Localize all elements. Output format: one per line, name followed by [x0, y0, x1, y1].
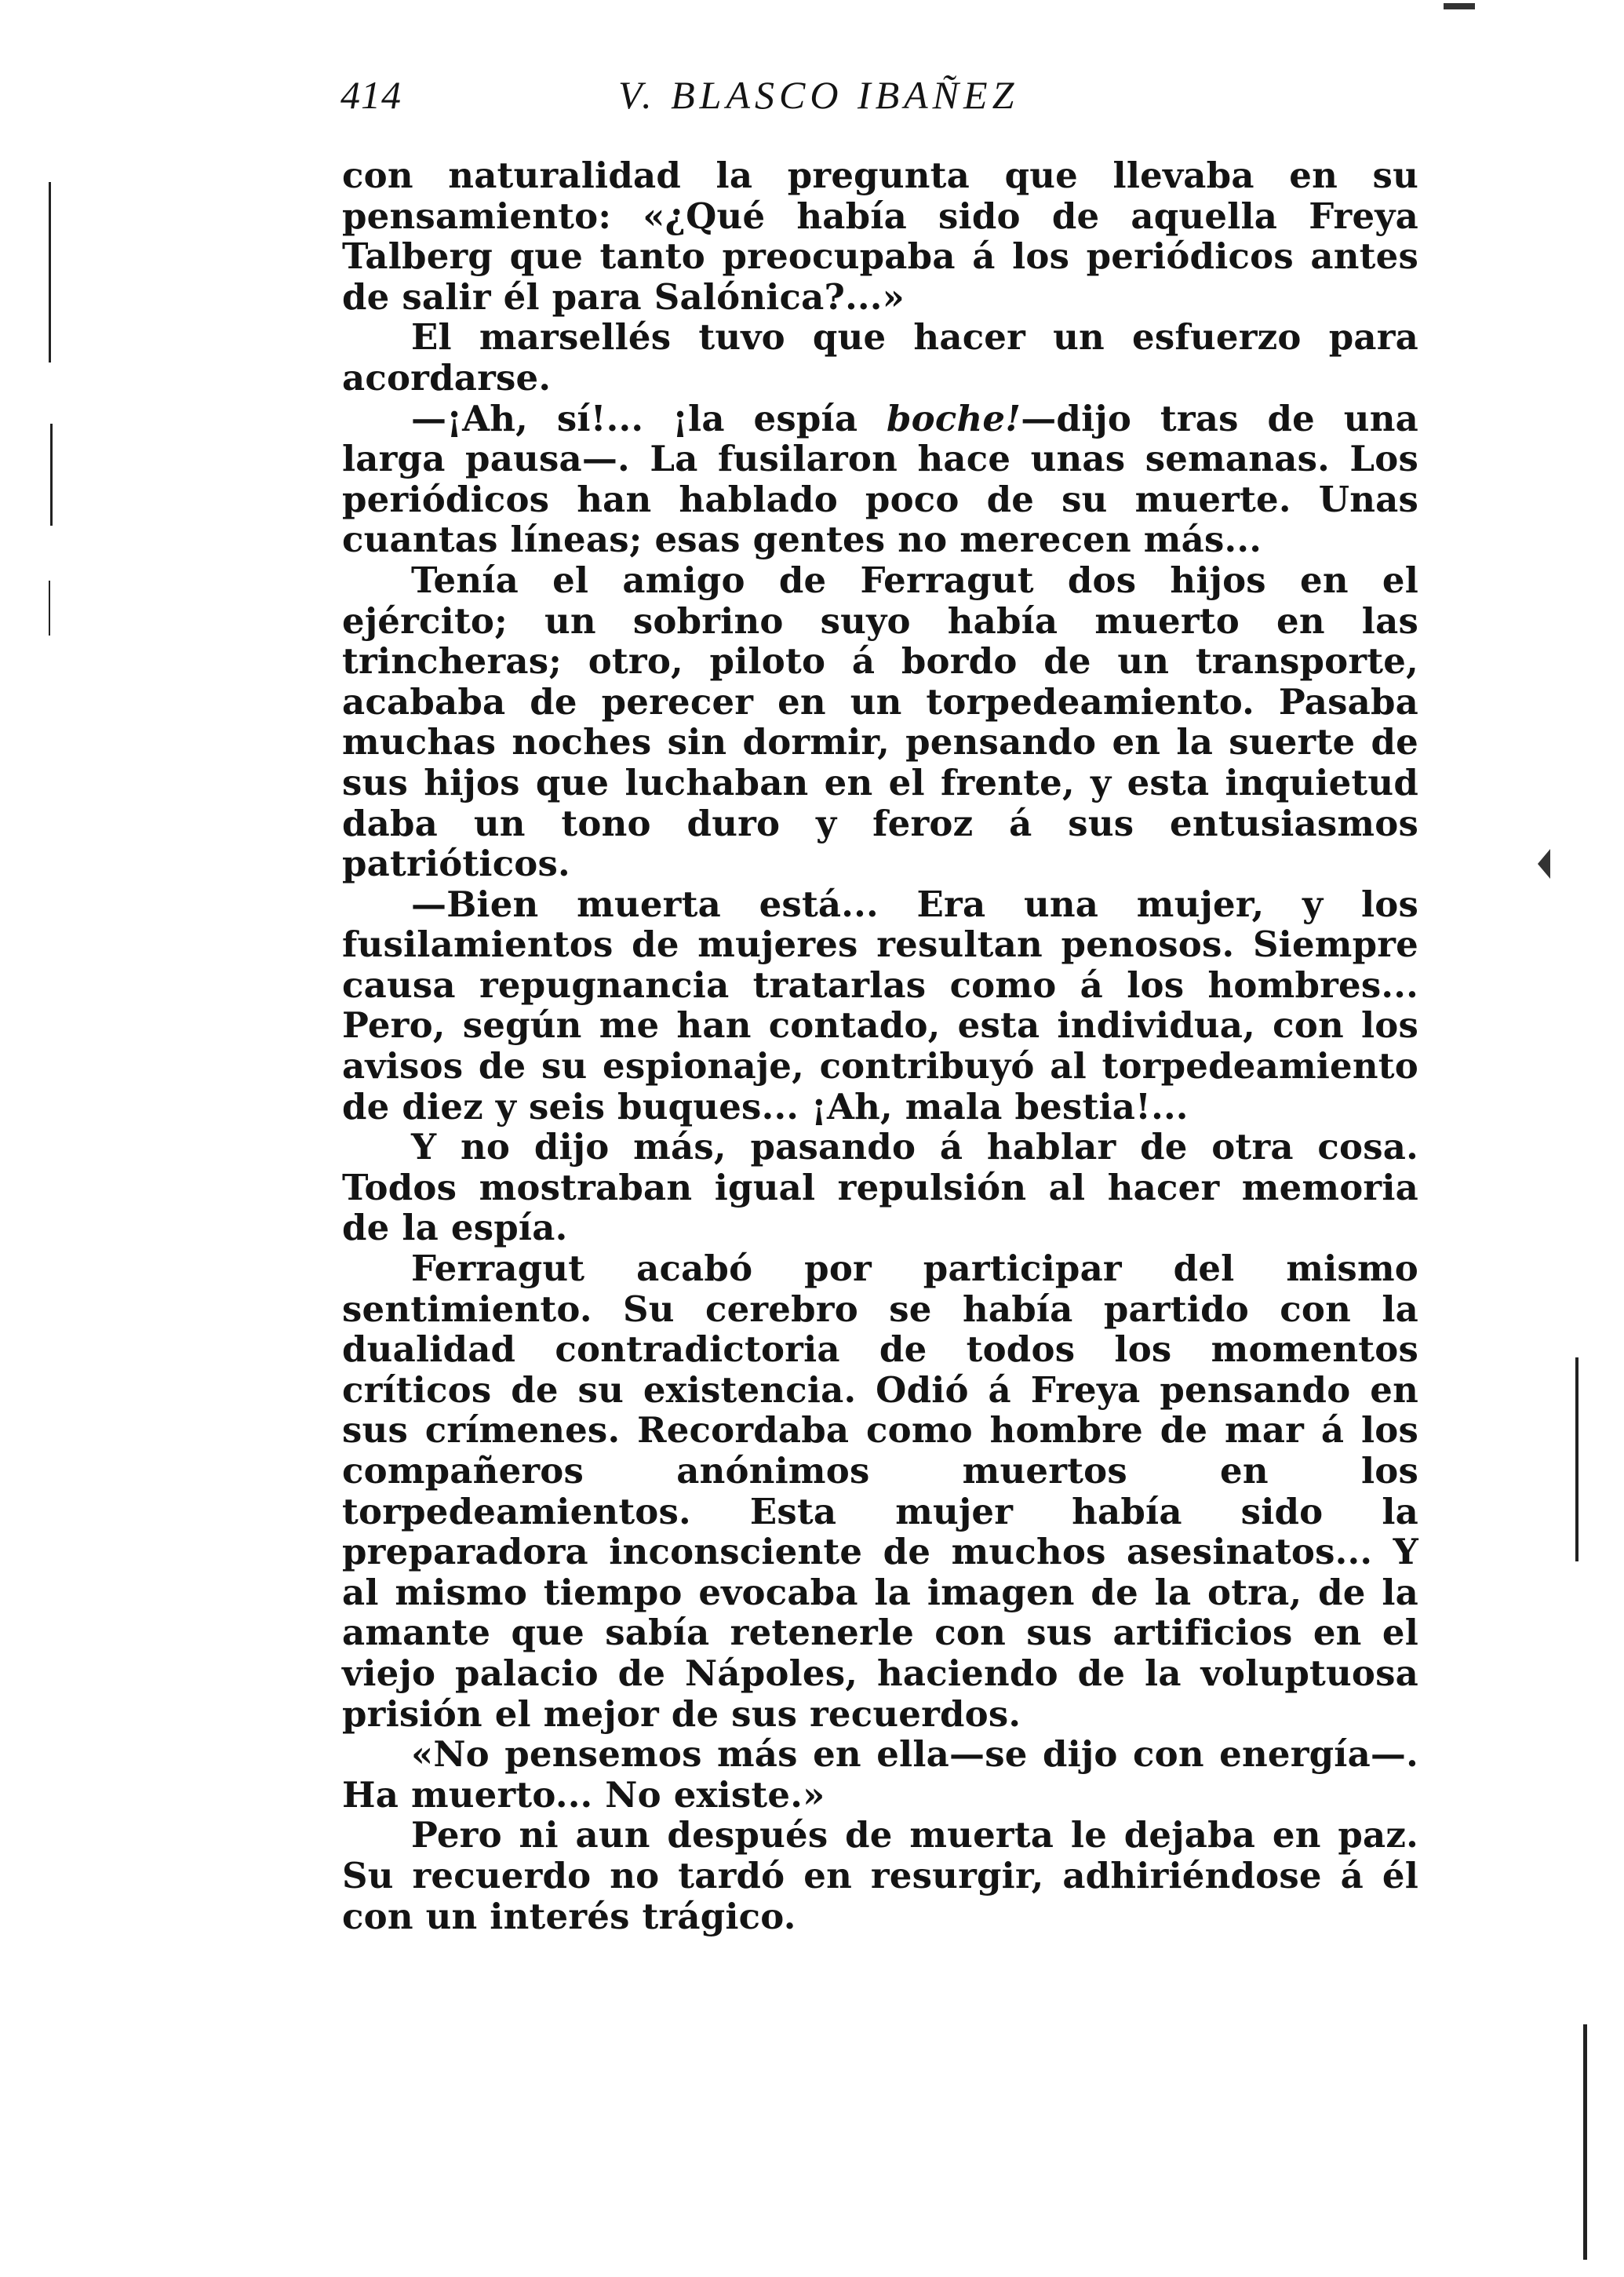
- running-head: V. BLASCO IBAÑEZ: [618, 73, 1019, 117]
- body-text: [342, 155, 1418, 1936]
- italic-word: boche!: [887, 397, 1021, 439]
- paragraph: «No pensemos más en ella—se dijo con energía—. Ha muerto... No existe.»: [342, 1733, 1418, 1816]
- left-margin-mark: [49, 581, 50, 636]
- paragraph: Pero ni aun después de muerta le dejaba en paz. Su recuerdo no tardó en resurgir, adhiriéndose á él con un interés trágico.: [342, 1814, 1418, 1937]
- paragraph: con naturalidad la pregunta que llevaba en su pensamiento: «¿Qué había sido de aquella Freya Talberg que tanto preocupaba á los periódicos antes de salir él para Salónica?...»: [342, 155, 1418, 318]
- right-margin-mark: [1583, 2024, 1587, 2260]
- paragraph: El marsellés tuvo que hacer un esfuerzo para acordarse.: [342, 316, 1418, 399]
- page-header: [340, 72, 1439, 135]
- paragraph: —Bien muerta está... Era una mujer, y los fusilamientos de mujeres resultan penosos. Siempre causa repugnancia tratarlas como á los hombres... Pero, según me han contado, esta individua, con los avisos de su espionaje, contribuyó al torpedeamiento de diez y seis buques... ¡Ah, mala bestia!...: [342, 883, 1418, 1128]
- paragraph: Y no dijo más, pasando á hablar de otra cosa. Todos mostraban igual repulsión al hacer memoria de la espía.: [342, 1126, 1418, 1249]
- paragraph: Tenía el amigo de Ferragut dos hijos en el ejército; un sobrino suyo había muerto en las trincheras; otro, piloto á bordo de un transporte, acababa de perecer en un torpedeamiento. Pasaba muchas noches sin dormir, pensando en la suerte de sus hijos que luchaban en el frente, y esta inquietud daba un tono duro y feroz á sus entusiasmos patrióticos.: [342, 559, 1418, 885]
- left-margin-mark: [50, 424, 53, 526]
- paragraph: Ferragut acabó por participar del mismo sentimiento. Su cerebro se había partido con la dualidad contradictoria de todos los momentos críticos de su existencia. Odió á Freya pensando en sus crímenes. Recordaba como hombre de mar á los compañeros anónimos muertos en los torpedeamientos. Esta mujer había sido la preparadora inconsciente de muchos asesinatos... Y al mismo tiempo evocaba la imagen de la otra, de la amante que sabía retenerle con sus artificios en el viejo palacio de Nápoles, haciendo de la voluptuosa prisión el mejor de sus recuerdos.: [342, 1248, 1418, 1735]
- page-number: 414: [340, 73, 402, 117]
- left-margin-mark: [49, 182, 51, 362]
- scan-smudge: [1444, 3, 1475, 9]
- right-margin-mark: [1575, 1357, 1578, 1561]
- paragraph: —¡Ah, sí!... ¡la espía boche!—dijo tras de una larga pausa—. La fusilaron hace unas semanas. Los periódicos han hablado poco de su muerte. Unas cuantas líneas; esas gentes no merecen más...: [342, 397, 1418, 561]
- scan-smudge: [1538, 849, 1550, 879]
